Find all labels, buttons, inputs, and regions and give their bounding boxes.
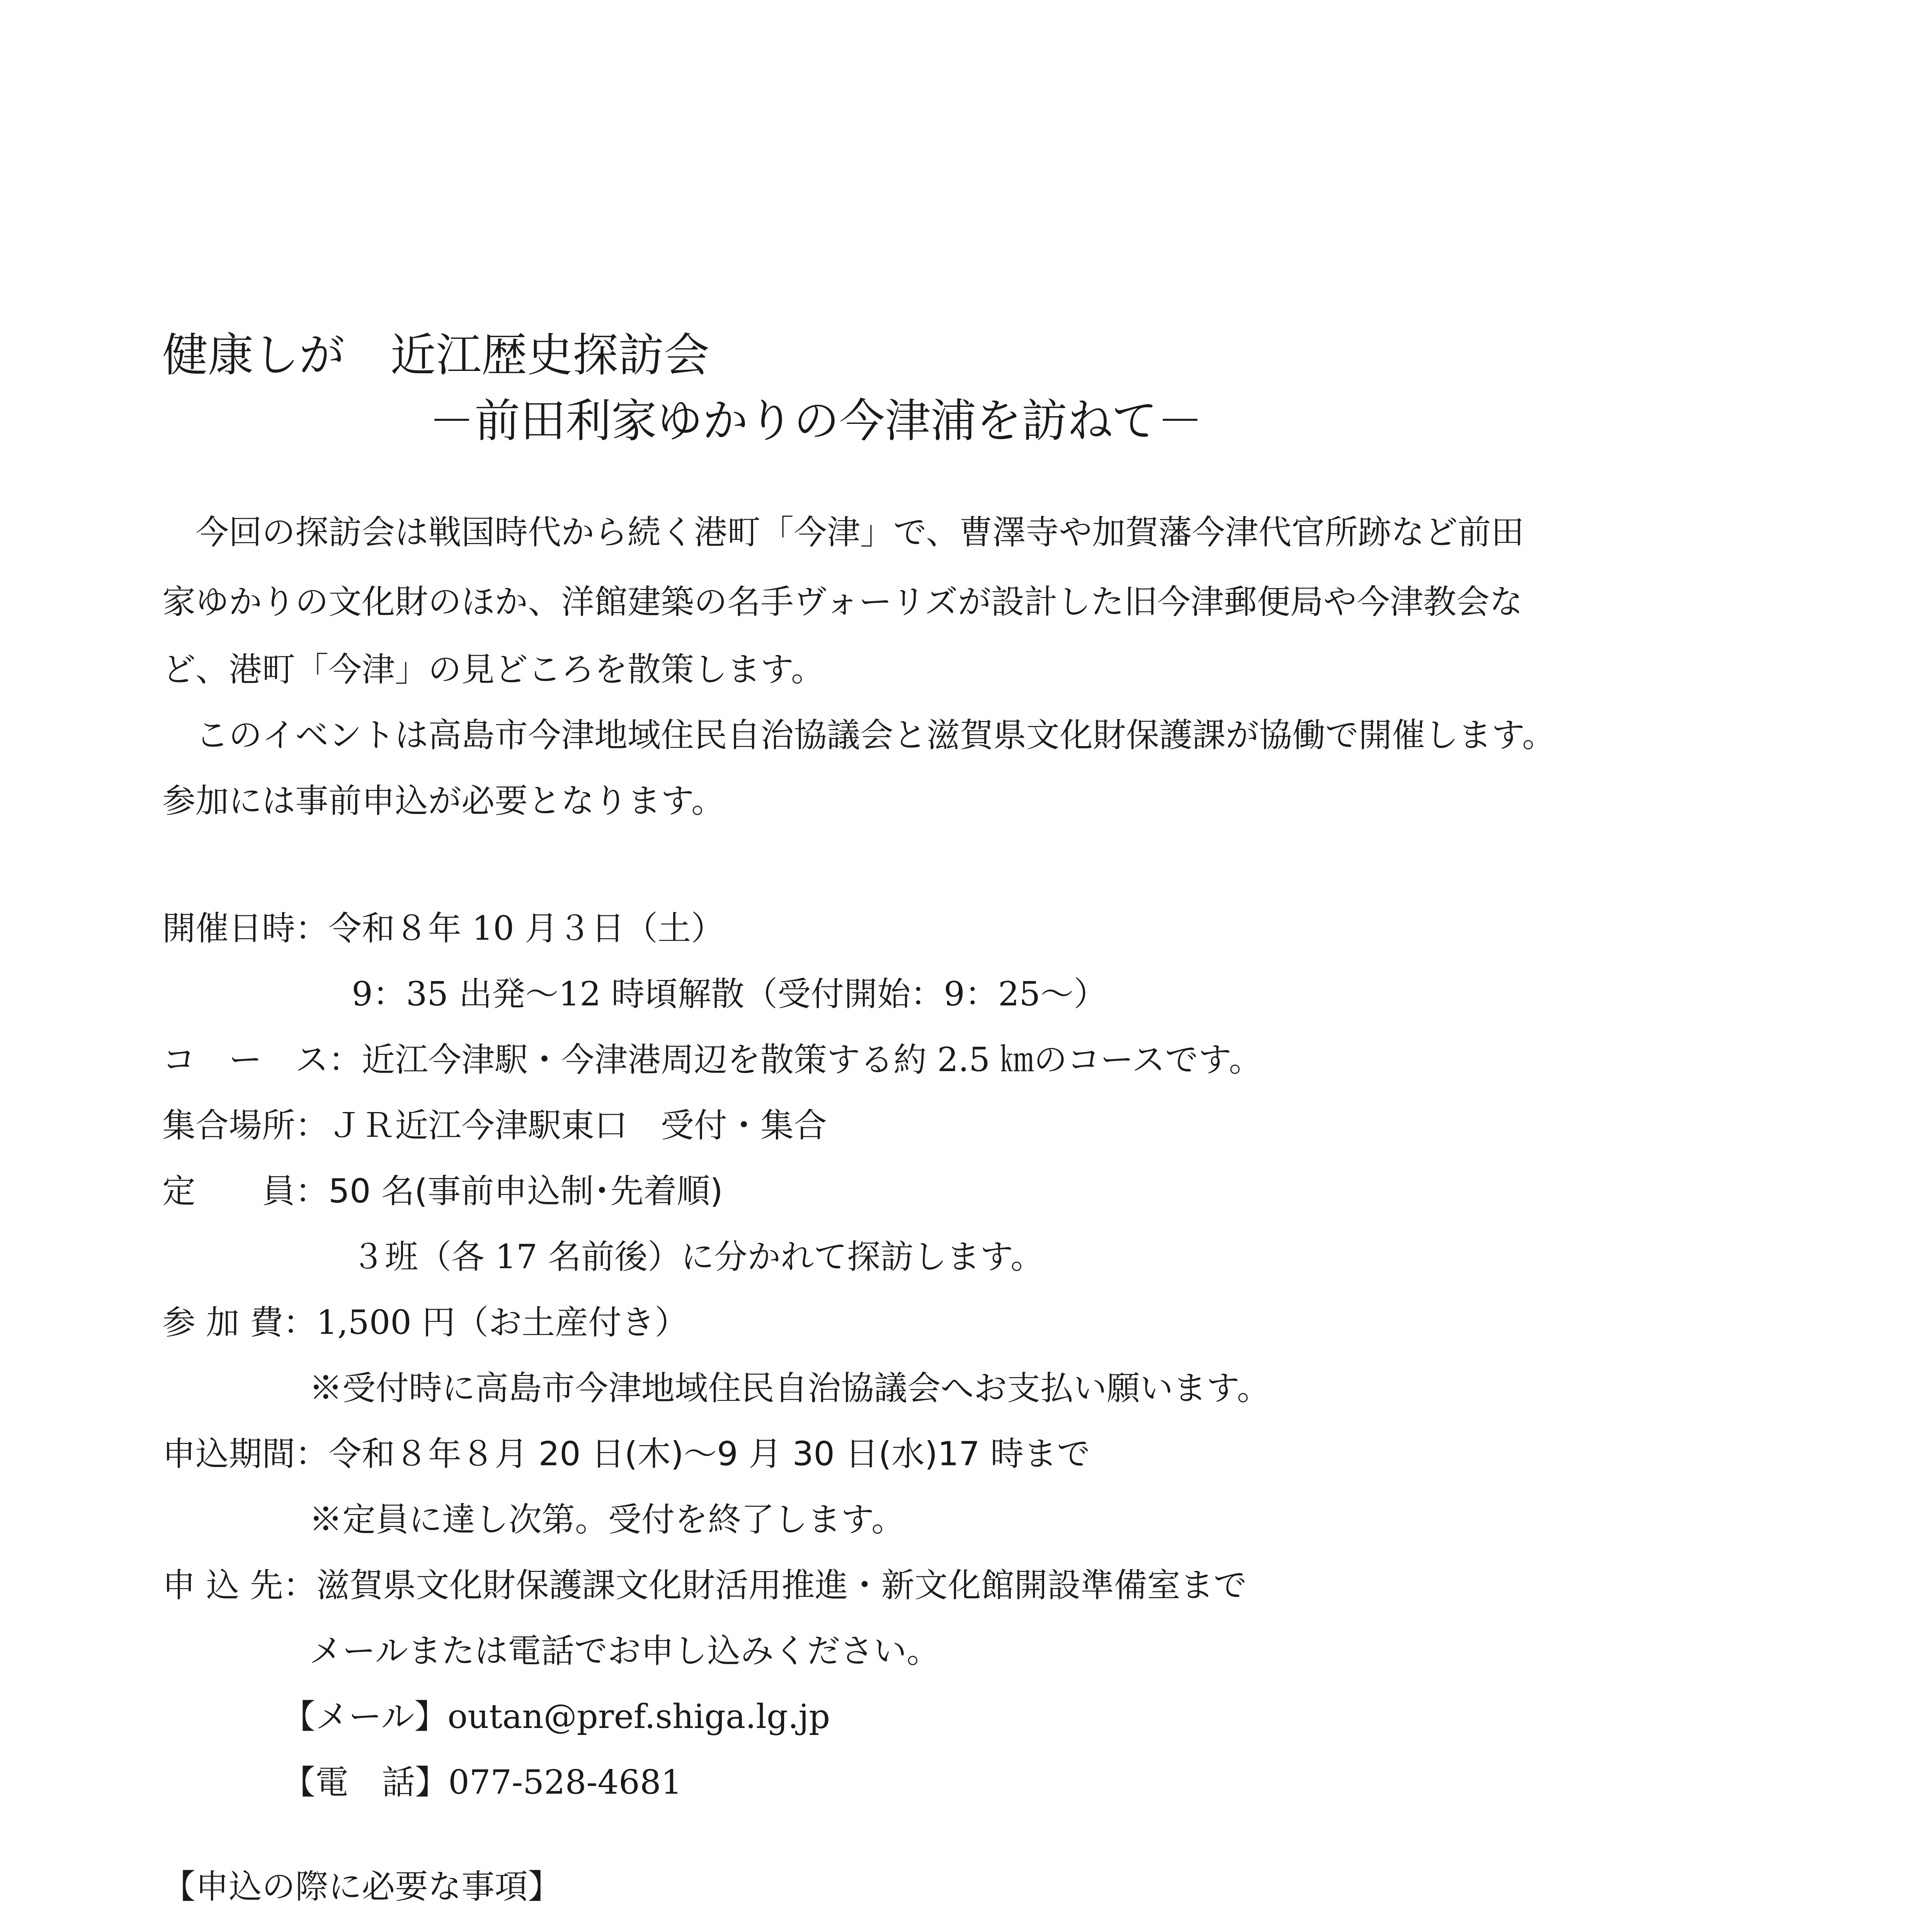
requirements-heading: 【申込の際に必要な事項】 bbox=[162, 1867, 561, 1906]
date-row bbox=[162, 909, 725, 948]
fee-value: 1,500 円（お土産付き） bbox=[316, 1303, 688, 1342]
place-row bbox=[162, 1106, 827, 1145]
apply-value: 滋賀県文化財保護課文化財活用推進・新文化館開設準備室まで bbox=[316, 1566, 1247, 1605]
title-line-1: 健康しが 近江歴史探訪会 bbox=[162, 328, 710, 382]
intro-line-4: このイベントは高島市今津地域住民自治協議会と滋賀県文化財保護課が協働で開催します。 bbox=[162, 716, 1556, 755]
apply-note: メールまたは電話でお申し込みください。 bbox=[309, 1632, 940, 1670]
date-label: 開催日時： bbox=[162, 909, 328, 948]
intro-suffix: となります。 bbox=[528, 782, 725, 820]
place-label: 集合場所： bbox=[162, 1106, 328, 1145]
fee-label: 参 加 費： bbox=[162, 1303, 316, 1342]
capacity-note: ３班（各 17 名前後）に分かれて探訪します。 bbox=[352, 1238, 1044, 1276]
intro-prefix: 参加には bbox=[162, 782, 295, 820]
mail-label: 【メール】 bbox=[282, 1697, 448, 1736]
course-row bbox=[162, 1043, 1262, 1077]
period-label: 申込期間： bbox=[162, 1435, 328, 1473]
intro-line-1: 今回の探訪会は戦国時代から続く港町「今津」で、曹澤寺や加賀藩今津代官所跡など前田 bbox=[162, 513, 1524, 552]
intro-line-5 bbox=[162, 784, 725, 818]
intro-line-3: ど、港町「今津」の見どころを散策します。 bbox=[162, 650, 825, 689]
capacity-label: 定 員： bbox=[162, 1172, 328, 1211]
capacity-row bbox=[162, 1172, 723, 1211]
tel-value[interactable]: 077-528-4681 bbox=[448, 1763, 682, 1802]
date-value: 令和８年 10 月３日（土） bbox=[328, 909, 725, 948]
period-row bbox=[162, 1437, 1090, 1471]
course-value: 近江今津駅・今津港周辺を散策する約 2.5 ㎞のコースです。 bbox=[362, 1041, 1262, 1079]
title-line-2: －前田利家ゆかりの今津浦を訪ねて－ bbox=[429, 394, 1203, 447]
fee-note: ※受付時に高島市今津地域住民自治協議会へお支払い願います。 bbox=[309, 1369, 1271, 1408]
apply-row bbox=[162, 1566, 1247, 1605]
mail-value[interactable]: outan@pref.shiga.lg.jp bbox=[447, 1697, 830, 1736]
date-time: 9：35 出発～12 時頃解散（受付開始：9：25～） bbox=[352, 975, 1107, 1014]
intro-line-2: 家ゆかりの文化財のほか、洋館建築の名手ヴォーリズが設計した旧今津郵便局や今津教会な bbox=[162, 583, 1523, 621]
mail-row bbox=[282, 1697, 830, 1736]
tel-row bbox=[282, 1763, 682, 1802]
fee-row bbox=[162, 1303, 688, 1342]
tel-label: 【電 話】 bbox=[282, 1763, 448, 1802]
apply-label: 申 込 先： bbox=[162, 1566, 316, 1605]
period-note: ※定員に達し次第。受付を終了します。 bbox=[309, 1500, 905, 1539]
place-value: ＪＲ近江今津駅東口 受付・集合 bbox=[328, 1106, 827, 1145]
course-label: コ ー ス： bbox=[162, 1041, 362, 1079]
intro-emphasis: 事前申込が必要 bbox=[295, 782, 528, 820]
period-value: 令和８年８月 20 日(木)～9 月 30 日(水)17 時まで bbox=[328, 1435, 1090, 1473]
capacity-value: 50 名(事前申込制･先着順) bbox=[328, 1172, 723, 1211]
